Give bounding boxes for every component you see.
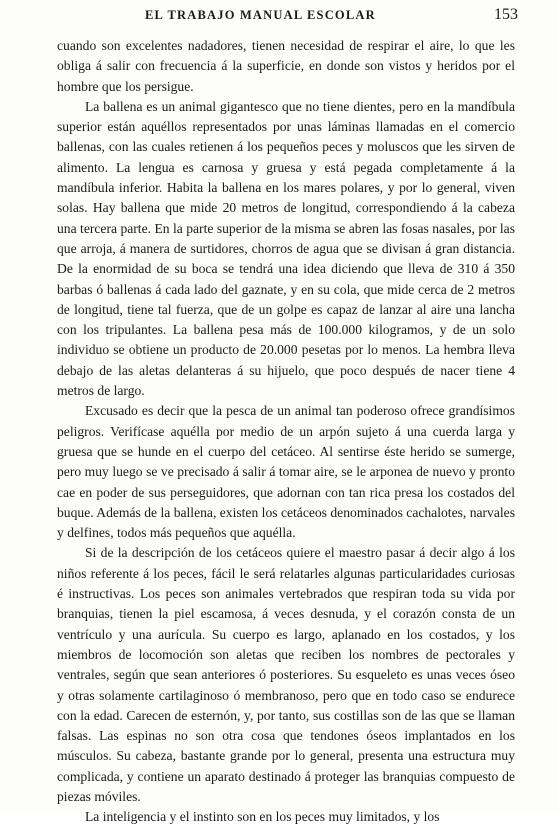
paragraph-whale: La ballena es un animal gigantesco que no tiene dientes, pero en la mandíbula superior están aquéllos representados por unas láminas llamadas en el comercio ballenas, con las cuales retienen á los pequeños peces y moluscos que les sirven de alimento. La lengua es carnosa y gruesa y está pegada completamente á la mandíbula inferior. Habita la ballena en los mares polares, y por lo general, viven solas. Hay ballena que mide 20 metros de longitud, correspondiendo á la cabeza una tercera parte. En la parte superior de la misma se abren las fosas nasales, por las que arroja, á manera de surtidores, chorros de agua que se divisan á gran distancia. De la enormidad de su boca se tendrá una idea diciendo que lleva de 310 á 350 barbas ó ballenas á cada lado del gaznate, y en su cola, que mide cerca de 2 metros de longitud, tiene tal fuerza, que de un golpe es capaz de lanzar al aire una lancha con los tripulantes. La ballena pesa más de 100.000 kilogramos, y de un solo individuo se obtiene un producto de 20.000 pesetas por lo menos. La hembra lleva debajo de las aletas delanteras á su hijuelo, que poco después de nacer tiene 4 metros de largo. — [57, 98, 515, 399]
paragraph-continuation: cuando son excelentes nadadores, tienen necesidad de respirar el aire, lo que les obliga á salir con frecuencia á la superficie, en donde son vistos y heridos por el hombre que los persigue. — [57, 38, 515, 94]
paragraph-intelligence: La inteligencia y el instinto son en los peces muy limitados, y los — [85, 809, 440, 825]
paragraph-fishes: Si de la descripción de los cetáceos quiere el maestro pasar á decir algo á los niños referente á los peces, fácil le será relatarles algunas particularidades curiosas é instructivas. Los peces son animales vertebrados que respiran toda su vida por branquias, tienen la piel escamosa, á veces desnuda, y el corazón consta de un ventrículo y una aurícula. Su cuerpo es largo, aplanado en los costados, y los miembros de locomoción son aletas que reciben los nombres de pectorales y ventrales, según que sean anteriores ó posteriores. Su esqueleto es unas veces óseo y otras solamente cartilaginoso ó membranoso, pero que en todo caso se endurece con la edad. Carecen de esternón, y, por tanto, sus costillas son de las que se llaman falsas. Las espinas no son otra cosa que tendones óseos implantados en los músculos. Su cabeza, bastante grande por lo general, presenta una estructura muy complicada, y contiene un aparato destinado á proteger las branquias compuesto de piezas móviles. — [57, 545, 515, 804]
body-text — [57, 36, 515, 828]
running-head — [50, 6, 518, 26]
paragraph-whaling: Excusado es decir que la pesca de un animal tan poderoso ofrece grandísimos peligros. Verifícase aquélla por medio de un arpón sujeto á una cuerda larga y gruesa que se hunde en el cuerpo del cetáceo. Al sentirse éste herido se sumerge, pero muy luego se ve precisado á salir á tomar aire, se le arponea de nuevo y pronto cae en poder de sus perseguidores, que adornan con tan rica presa los costados del buque. Además de la ballena, existen los cetáceos denominados cachalotes, narvales y delfines, todos más pequeños que aquélla. — [57, 403, 515, 541]
running-title: EL TRABAJO MANUAL ESCOLAR — [145, 8, 376, 22]
page-number: 153 — [494, 6, 518, 23]
